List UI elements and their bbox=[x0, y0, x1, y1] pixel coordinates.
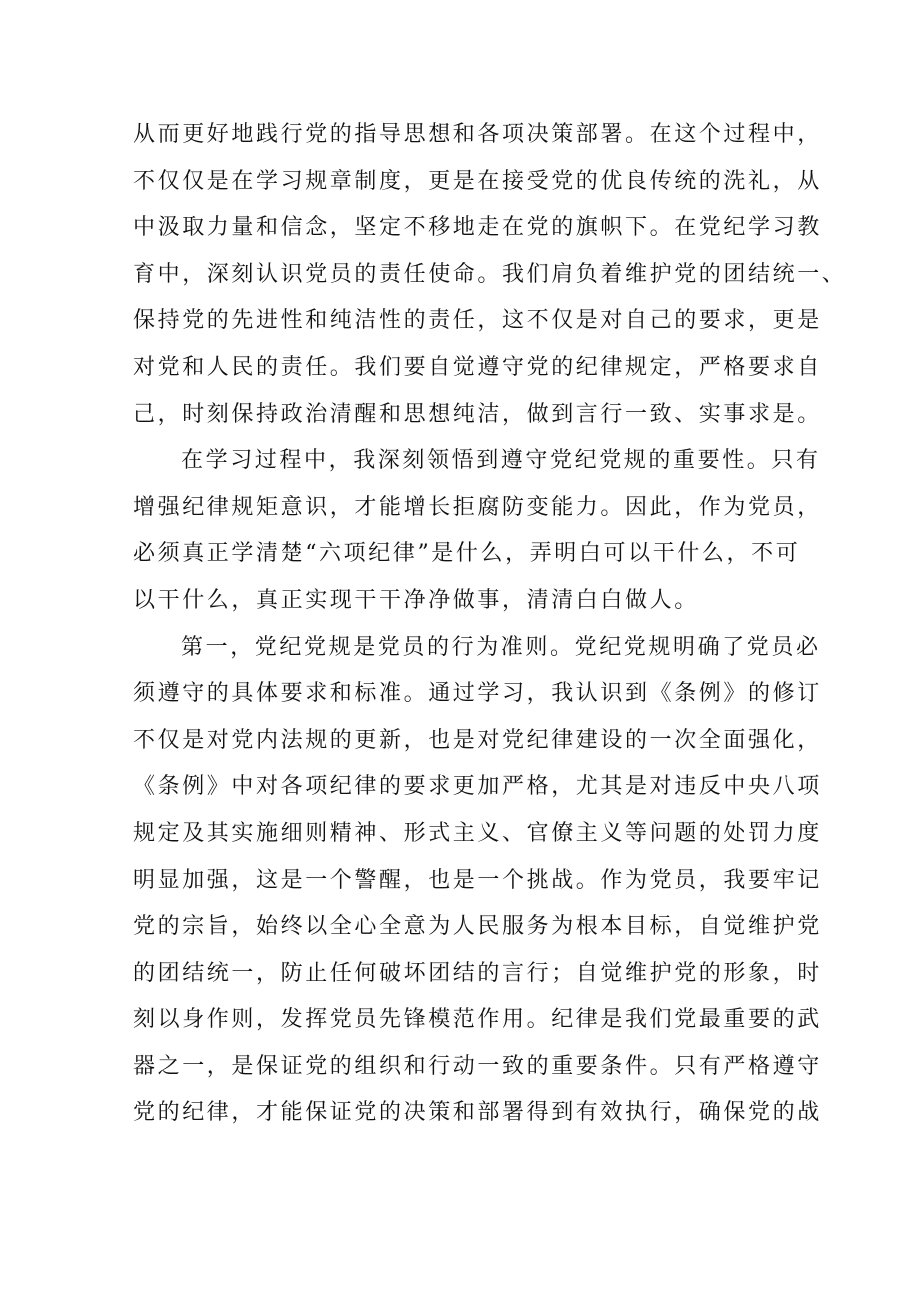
text-line: 须遵守的具体要求和标准。通过学习，我认识到《条例》的修订 bbox=[133, 681, 822, 707]
text-line: 对党和人民的责任。我们要自觉遵守党的纪律规定，严格要求自 bbox=[133, 354, 822, 380]
text-line: 的团结统一，防止任何破坏团结的言行；自觉维护党的形象，时 bbox=[133, 960, 822, 986]
text-line: 必须真正学清楚“六项纪律”是什么，弄明白可以干什么，不可 bbox=[133, 541, 801, 567]
text-line: 党的宗旨，始终以全心全意为人民服务为根本目标，自觉维护党 bbox=[133, 914, 822, 940]
paragraph-start-line: 第一，党纪党规是党员的行为准则。党纪党规明确了党员必 bbox=[181, 634, 821, 660]
text-line: 不仅仅是在学习规章制度，更是在接受党的优良传统的洗礼，从 bbox=[133, 168, 822, 194]
text-line: 己，时刻保持政治清醒和思想纯洁，做到言行一致、实事求是。 bbox=[133, 401, 822, 427]
paragraph-start-line: 在学习过程中，我深刻领悟到遵守党纪党规的重要性。只有 bbox=[181, 448, 821, 474]
text-line: 刻以身作则，发挥党员先锋模范作用。纪律是我们党最重要的武 bbox=[133, 1007, 822, 1033]
text-line: 《条例》中对各项纪律的要求更加严格，尤其是对违反中央八项 bbox=[133, 774, 822, 800]
text-line: 规定及其实施细则精神、形式主义、官僚主义等问题的处罚力度 bbox=[133, 820, 822, 846]
text-line: 不仅是对党内法规的更新，也是对党纪律建设的一次全面强化， bbox=[133, 727, 822, 753]
text-line: 明显加强，这是一个警醒，也是一个挑战。作为党员，我要牢记 bbox=[133, 867, 822, 893]
text-line: 增强纪律规矩意识，才能增长拒腐防变能力。因此，作为党员， bbox=[133, 494, 822, 520]
text-line: 中汲取力量和信念，坚定不移地走在党的旗帜下。在党纪学习教 bbox=[133, 215, 822, 241]
body-text bbox=[133, 112, 847, 1137]
text-line: 党的纪律，才能保证党的决策和部署得到有效执行，确保党的战 bbox=[133, 1100, 822, 1126]
text-line: 以干什么，真正实现干干净净做事，清清白白做人。 bbox=[133, 587, 699, 613]
text-line: 保持党的先进性和纯洁性的责任，这不仅是对自己的要求，更是 bbox=[133, 308, 822, 334]
text-line: 育中，深刻认识党员的责任使命。我们肩负着维护党的团结统一、 bbox=[133, 261, 847, 287]
text-line: 从而更好地践行党的指导思想和各项决策部署。在这个过程中， bbox=[133, 122, 822, 147]
text-line: 器之一，是保证党的组织和行动一致的重要条件。只有严格遵守 bbox=[133, 1053, 822, 1079]
